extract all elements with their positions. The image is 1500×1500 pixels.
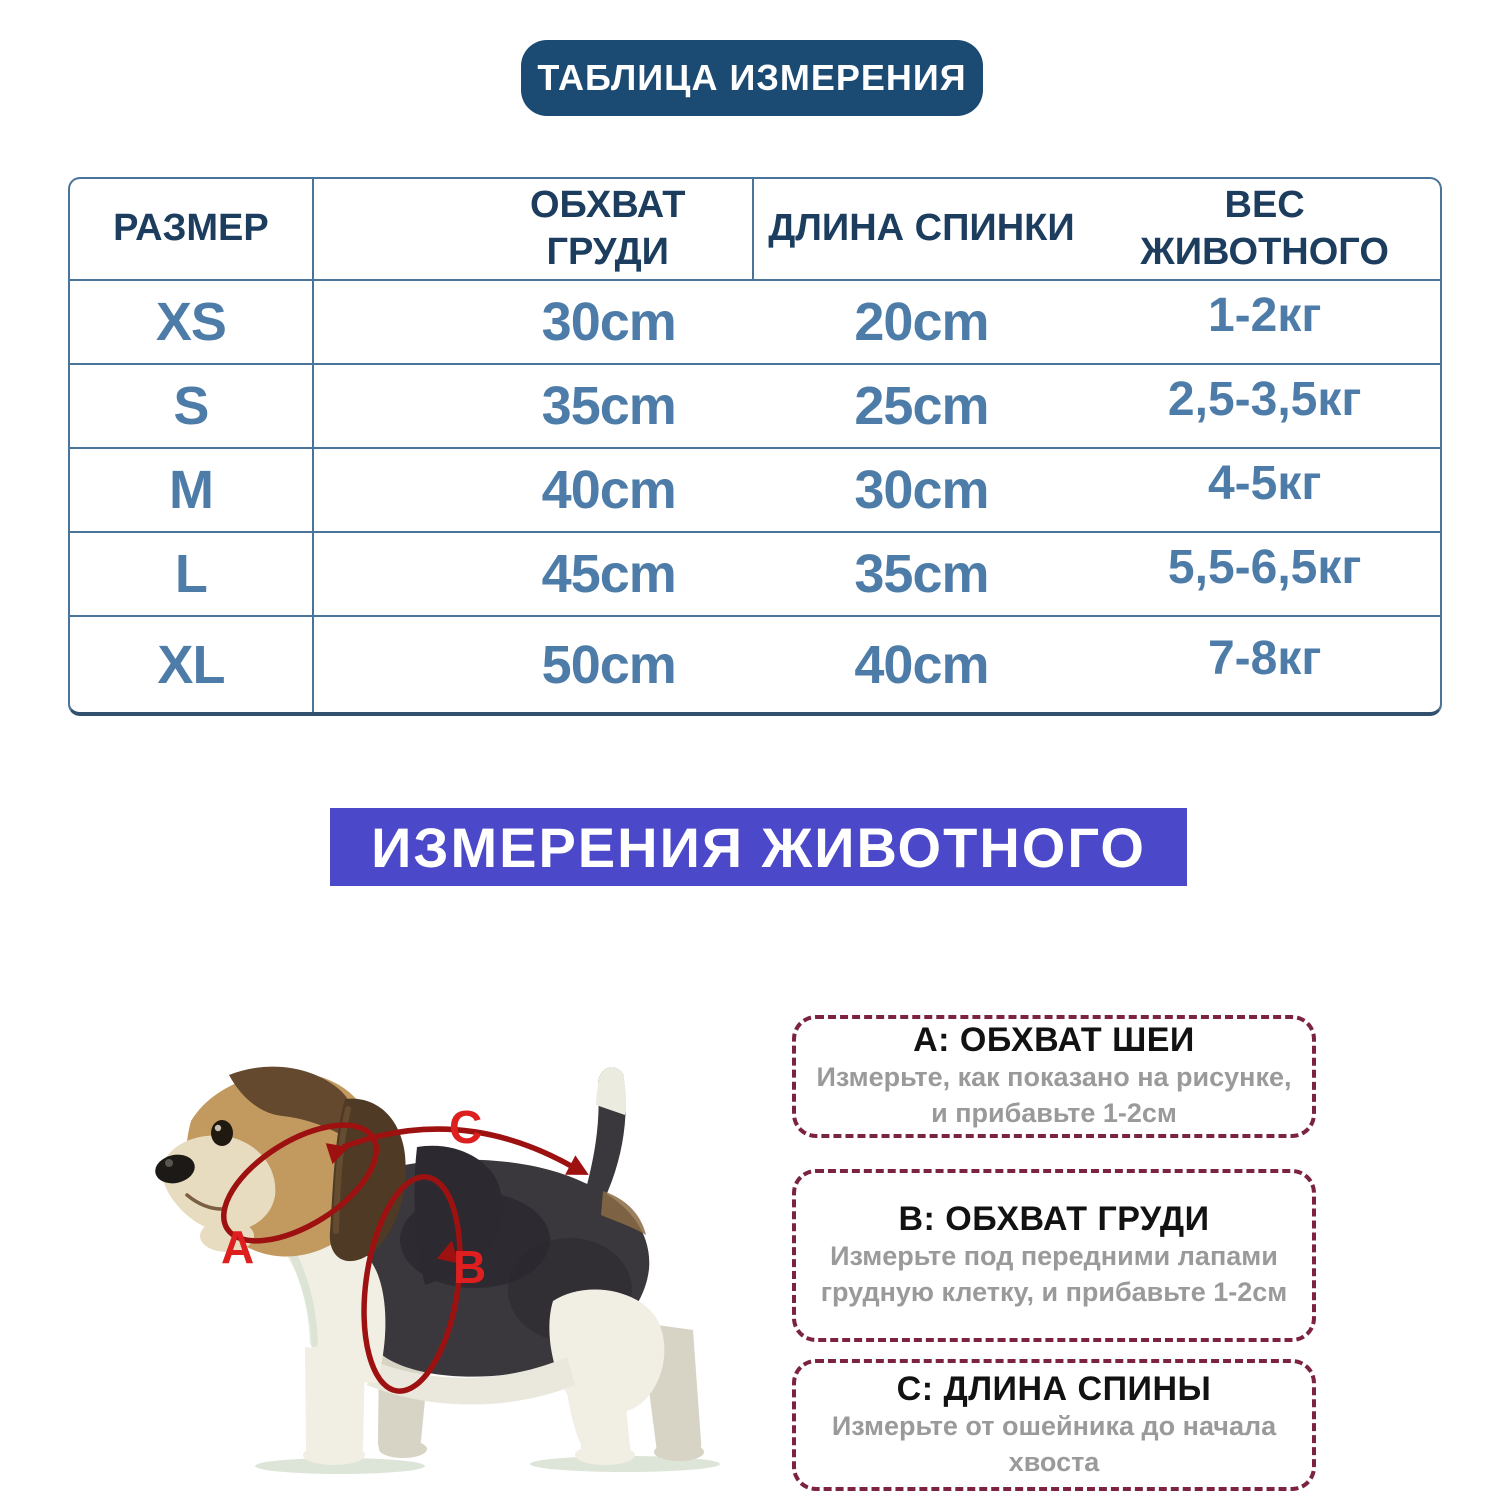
note-back-length [792, 1359, 1316, 1491]
title-badge [521, 40, 983, 116]
title-badge-label: ТАБЛИЦА ИЗМЕРЕНИЯ [537, 57, 967, 98]
note-text: Измерьте от ошейника до начала хвоста [831, 1410, 1277, 1477]
table-row [70, 279, 1440, 363]
diagram-label-b: B [453, 1241, 487, 1293]
cell-size: M [70, 447, 314, 531]
diagram-label-c: C [449, 1101, 483, 1153]
cell-chest: 45cm [314, 531, 754, 615]
dog-measurement-diagram [135, 1035, 755, 1480]
cell-weight [1089, 531, 1440, 615]
cell-weight [1089, 447, 1440, 531]
cell-chest: 40cm [314, 447, 754, 531]
section-banner-label: ИЗМЕРЕНИЯ ЖИВОТНОГО [371, 815, 1146, 879]
table-row [70, 447, 1440, 531]
cell-weight [1089, 279, 1440, 363]
cell-back: 30cm [754, 447, 1090, 531]
cell-weight-value: 2,5-3,5кг [1167, 373, 1362, 426]
column-header-weight [1089, 179, 1440, 279]
note-title: В: ОБХВАТ ГРУДИ [898, 1200, 1210, 1239]
cell-weight-value: 4-5кг [1207, 457, 1322, 510]
note-text: Измерьте под передними лапами грудную клетку, и прибавьте 1-2см [820, 1241, 1288, 1308]
note-chest-girth [792, 1169, 1316, 1342]
table-header-row [70, 179, 1440, 279]
cell-back: 25cm [754, 363, 1090, 447]
cell-back: 40cm [754, 615, 1090, 712]
table-row [70, 615, 1440, 712]
cell-weight [1089, 615, 1440, 712]
dog-illustration [135, 1035, 755, 1480]
cell-weight [1089, 363, 1440, 447]
cell-chest: 35cm [314, 363, 754, 447]
cell-size: S [70, 363, 314, 447]
column-header-weight-label: ВЕС ЖИВОТНОГО [1140, 183, 1389, 273]
cell-weight-value: 7-8кг [1207, 631, 1322, 685]
note-title: С: ДЛИНА СПИНЫ [896, 1369, 1212, 1408]
diagram-label-a: A [221, 1221, 255, 1273]
cell-size: XL [70, 615, 314, 712]
section-banner [330, 808, 1187, 886]
note-title: А: ОБХВАТ ШЕИ [913, 1021, 1195, 1060]
table-row [70, 363, 1440, 447]
note-neck-girth [792, 1015, 1316, 1138]
cell-size: XS [70, 279, 314, 363]
cell-weight-value: 1-2кг [1207, 289, 1322, 342]
cell-back: 35cm [754, 531, 1090, 615]
note-text: Измерьте, как показано на рисунке, и прибавьте 1-2см [816, 1062, 1292, 1129]
cell-weight-value: 5,5-6,5кг [1167, 541, 1362, 594]
cell-back: 20cm [754, 279, 1090, 363]
cell-chest: 30cm [314, 279, 754, 363]
column-header-back: ДЛИНА СПИНКИ [768, 207, 1075, 250]
size-table [68, 177, 1442, 716]
table-row [70, 531, 1440, 615]
cell-chest: 50cm [314, 615, 754, 712]
column-header-size: РАЗМЕР [70, 179, 314, 279]
cell-size: L [70, 531, 314, 615]
column-header-chest: ОБХВАТ ГРУДИ [314, 179, 754, 279]
